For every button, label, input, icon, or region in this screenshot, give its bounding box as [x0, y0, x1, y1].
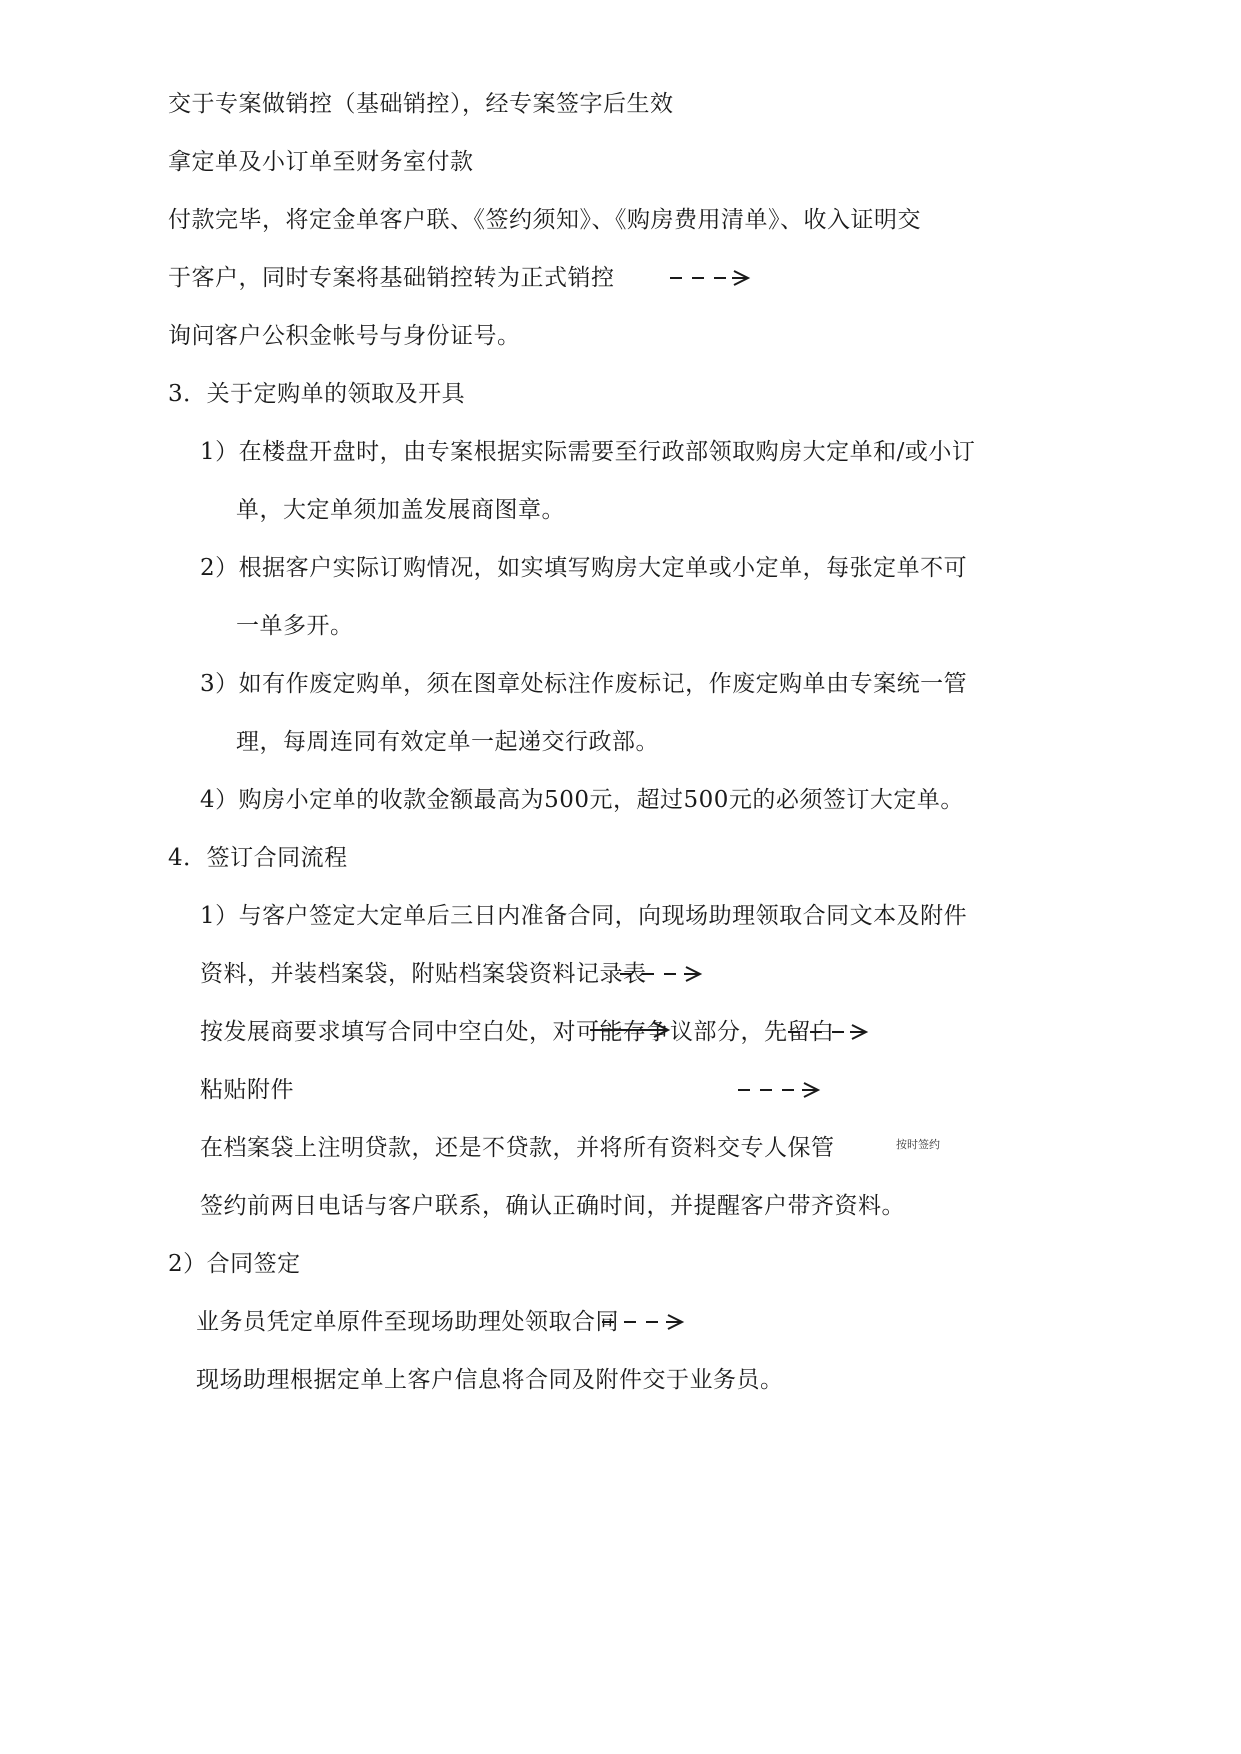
text-line-11: 3）如有作废定购单，须在图章处标注作废标记，作废定购单由专案统一管 [200, 671, 968, 697]
text-line-5: 询问客户公积金帐号与身份证号。 [168, 323, 521, 349]
text-line-8: 单，大定单须加盖发展商图章。 [236, 497, 565, 523]
flow-arrow-1 [668, 268, 752, 288]
flow-arrow-4 [736, 1080, 822, 1100]
text-line-19: 在档案袋上注明贷款，还是不贷款，并将所有资料交专人保管 [200, 1135, 835, 1161]
text-line-22: 业务员凭定单原件至现场助理处领取合同 [196, 1309, 619, 1335]
text-line-15: 1）与客户签定大定单后三日内准备合同，向现场助理领取合同文本及附件 [200, 903, 968, 929]
text-line-20: 签约前两日电话与客户联系，确认正确时间，并提醒客户带齐资料。 [200, 1193, 905, 1219]
text-line-16: 资料，并装档案袋，附贴档案袋资料记录表 [200, 961, 647, 987]
text-line-3: 付款完毕，将定金单客户联、《签约须知》、《购房费用清单》、收入证明交 [168, 207, 921, 233]
flow-arrow-5 [600, 1312, 686, 1332]
text-line-9: 2）根据客户实际订购情况，如实填写购房大定单或小定单，每张定单不可 [200, 555, 968, 581]
subsection-heading: 2）合同签定 [168, 1251, 301, 1277]
text-line-23: 现场助理根据定单上客户信息将合同及附件交于业务员。 [196, 1367, 784, 1393]
text-line-17: 按发展商要求填写合同中空白处，对可能存争议部分，先留白 [200, 1019, 835, 1045]
text-line-1: 交于专案做销控（基础销控），经专案签字后生效 [168, 91, 674, 117]
flow-arrow-3 [786, 1022, 870, 1042]
text-line-7: 1）在楼盘开盘时，由专案根据实际需要至行政部领取购房大定单和/或小订 [200, 439, 976, 465]
text-line-2: 拿定单及小订单至财务室付款 [168, 149, 474, 175]
side-note: 按时签约 [896, 1138, 940, 1151]
section-heading-3: 3．关于定购单的领取及开具 [168, 381, 466, 407]
text-line-4: 于客户，同时专案将基础销控转为正式销控 [168, 265, 615, 291]
text-line-12: 理，每周连同有效定单一起递交行政部。 [236, 729, 659, 755]
strike-mark [588, 1020, 672, 1040]
text-line-18: 粘贴附件 [200, 1077, 294, 1103]
section-heading-4: 4．签订合同流程 [168, 845, 348, 871]
text-line-10: 一单多开。 [236, 613, 354, 639]
flow-arrow-2 [618, 964, 704, 984]
text-line-13: 4）购房小定单的收款金额最高为500元，超过500元的必须签订大定单。 [200, 787, 964, 813]
